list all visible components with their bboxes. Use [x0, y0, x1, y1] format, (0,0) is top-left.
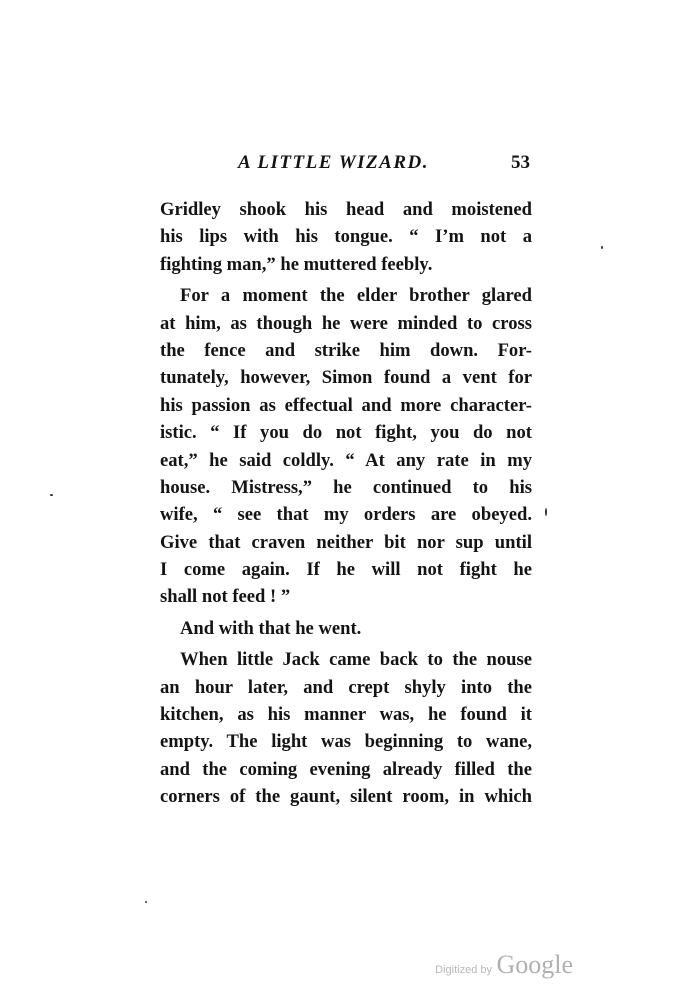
text-line: fighting man,” he muttered feebly. — [160, 253, 433, 275]
text-line: shall not feed ! ” — [160, 586, 291, 608]
text-line: empty. The light was beginning to wane, — [160, 731, 532, 753]
text-line: his lips with his tongue. “ I’m not a — [160, 226, 532, 248]
text-line: tunately, however, Simon found a vent for — [160, 367, 532, 389]
text-line: kitchen, as his manner was, he found it — [160, 704, 532, 726]
scan-speck — [601, 246, 603, 249]
text-line: Give that craven neither bit nor sup until — [160, 531, 532, 553]
text-line: his passion as effectual and more character- — [160, 394, 532, 416]
text-line: I come again. If he will not fight he — [160, 559, 532, 581]
text-line: an hour later, and crept shyly into the — [160, 676, 532, 698]
text-line: istic. “ If you do not fight, you do not — [160, 422, 532, 444]
scan-speck — [50, 494, 53, 496]
google-logo: Google — [496, 950, 573, 979]
text-line: at him, as though he were minded to cross — [160, 312, 532, 334]
text-line: corners of the gaunt, silent room, in which — [160, 786, 532, 808]
text-line: When little Jack came back to the nouse — [180, 649, 532, 671]
running-title: A LITTLE WIZARD. — [238, 152, 429, 173]
text-line: eat,” he said coldly. “ At any rate in my — [160, 449, 532, 471]
page-number: 53 — [511, 152, 530, 173]
digitized-by-google-watermark — [435, 950, 573, 980]
running-head — [160, 152, 530, 182]
text-line: And with that he went. — [180, 617, 362, 639]
watermark-prefix: Digitized by — [435, 964, 492, 976]
scan-speck — [545, 508, 547, 516]
text-line: Gridley shook his head and moistened — [160, 199, 532, 220]
text-line: house. Mistress,” he continued to his — [160, 476, 532, 498]
text-line: the fence and strike him down. For- — [160, 339, 532, 361]
text-line: wife, “ see that my orders are obeyed. — [160, 504, 532, 526]
body-text — [160, 196, 532, 811]
text-line: and the coming evening already filled the — [160, 758, 532, 780]
scan-speck — [145, 901, 147, 903]
text-line: For a moment the elder brother glared — [180, 285, 532, 307]
